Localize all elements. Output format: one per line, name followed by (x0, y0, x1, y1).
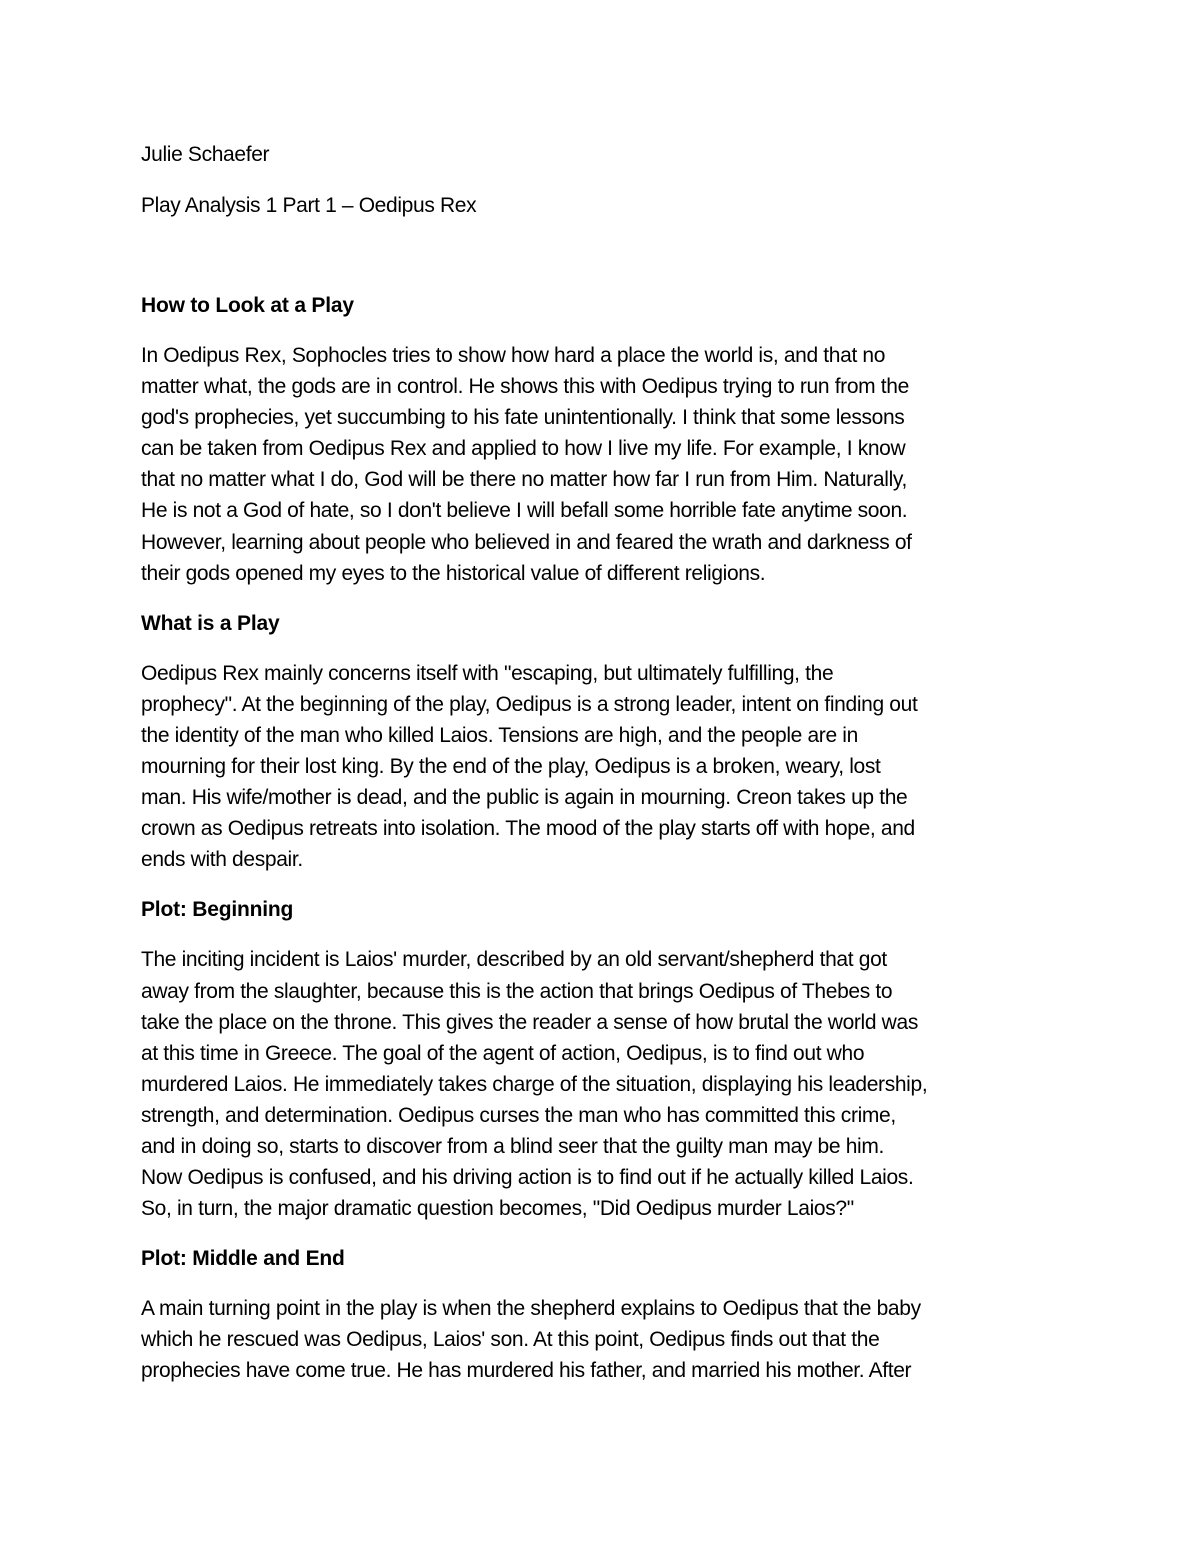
paragraph-line: In Oedipus Rex, Sophocles tries to show how hard a place the world is, and that no (141, 344, 886, 367)
paragraph-line: So, in turn, the major dramatic question becomes, "Did Oedipus murder Laios?" (141, 1197, 854, 1221)
paragraph-line: which he rescued was Oedipus, Laios' son. At this point, Oedipus finds out that the (141, 1328, 880, 1352)
paragraph-line: god's prophecies, yet succumbing to his fate unintentionally. I think that some lessons (141, 406, 905, 430)
section-heading-what-is: What is a Play (141, 611, 280, 635)
paragraph-line: matter what, the gods are in control. He shows this with Oedipus trying to run from the (141, 375, 909, 399)
paragraph-line: He is not a God of hate, so I don't believe I will befall some horrible fate anytime soon. (141, 499, 908, 523)
paragraph-line: prophecies have come true. He has murdered his father, and married his mother. After (141, 1359, 912, 1383)
paragraph-line: However, learning about people who believed in and feared the wrath and darkness of (141, 530, 912, 554)
document-page (141, 139, 1066, 1387)
section-heading-plot-middle-end: Plot: Middle and End (141, 1247, 345, 1271)
section-heading-how-to-look: How to Look at a Play (141, 294, 354, 317)
paragraph-line: mourning for their lost king. By the end of the play, Oedipus is a broken, weary, lost (141, 755, 881, 779)
paragraph-line: A main turning point in the play is when the shepherd explains to Oedipus that the baby (141, 1297, 921, 1321)
document-title: Play Analysis 1 Part 1 – Oedipus Rex (141, 194, 477, 217)
paragraph-line: at this time in Greece. The goal of the agent of action, Oedipus, is to find out who (141, 1041, 865, 1065)
paragraph-line: and in doing so, starts to discover from a blind seer that the guilty man may be him. (141, 1134, 884, 1158)
paragraph-line: can be taken from Oedipus Rex and applied to how I live my life. For example, I know (141, 437, 906, 461)
paragraph-line: their gods opened my eyes to the historical value of different religions. (141, 561, 766, 585)
paragraph-line: crown as Oedipus retreats into isolation. The mood of the play starts off with hope, and (141, 817, 915, 841)
paragraph-line: strength, and determination. Oedipus curses the man who has committed this crime, (141, 1103, 896, 1127)
section-paragraph-plot-middle-end (141, 1293, 1066, 1386)
section-paragraph-plot-beginning (141, 944, 1066, 1224)
section-heading-plot-beginning: Plot: Beginning (141, 898, 294, 922)
paragraph-line: away from the slaughter, because this is the action that brings Oedipus of Thebes to (141, 979, 893, 1003)
section-paragraph-what-is (141, 658, 1066, 876)
author-name: Julie Schaefer (141, 143, 270, 166)
paragraph-line: that no matter what I do, God will be there no matter how far I run from Him. Naturally, (141, 468, 907, 492)
section-paragraph-how-to-look (141, 340, 1066, 589)
paragraph-line: Now Oedipus is confused, and his driving action is to find out if he actually killed Laios. (141, 1166, 914, 1190)
paragraph-line: prophecy". At the beginning of the play, Oedipus is a strong leader, intent on finding out (141, 692, 918, 716)
paragraph-line: Oedipus Rex mainly concerns itself with "escaping, but ultimately fulfilling, the (141, 661, 834, 685)
paragraph-line: man. His wife/mother is dead, and the public is again in mourning. Creon takes up the (141, 786, 908, 810)
paragraph-line: murdered Laios. He immediately takes charge of the situation, displaying his leadership, (141, 1072, 928, 1096)
paragraph-line: take the place on the throne. This gives the reader a sense of how brutal the world was (141, 1010, 918, 1034)
paragraph-line: The inciting incident is Laios' murder, described by an old servant/shepherd that got (141, 948, 887, 972)
paragraph-line: the identity of the man who killed Laios. Tensions are high, and the people are in (141, 723, 858, 747)
paragraph-line: ends with despair. (141, 848, 303, 872)
